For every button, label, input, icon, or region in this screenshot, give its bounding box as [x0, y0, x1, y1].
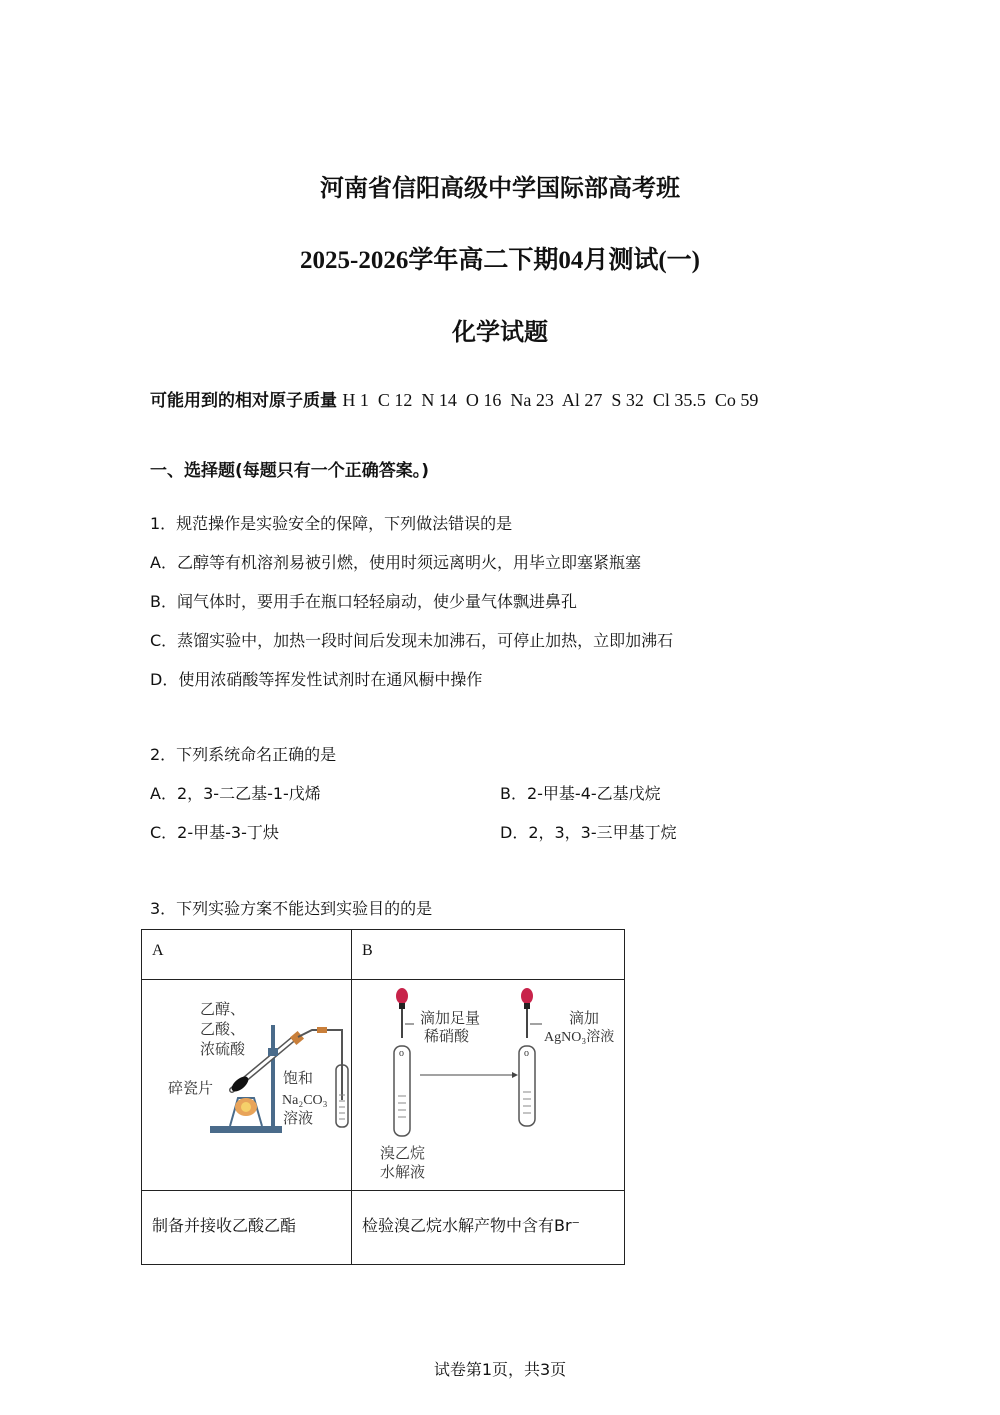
fig-a-label-chips: 碎瓷片: [168, 1081, 214, 1097]
q3-experiment-table: [141, 929, 625, 1265]
fig-a-label-ethanol: 乙醇、: [200, 1002, 246, 1018]
fig-a-label-sulfuric: 浓硫酸: [200, 1042, 246, 1058]
section-heading: 一、选择题(每题只有一个正确答案。): [150, 461, 430, 481]
fig-b-label-agno3: AgNO₃溶液: [544, 1030, 615, 1045]
q1-option-a: A．乙醇等有机溶剂易被引燃，使用时须远离明火，用毕立即塞紧瓶塞: [150, 553, 641, 572]
fig-a-label-sat: 饱和: [283, 1071, 314, 1087]
fig-b-label-bromoethane: 溴乙烷: [380, 1146, 426, 1162]
q2-stem: 2．下列系统命名正确的是: [150, 745, 337, 764]
q2-option-b: B．2-甲基-4-乙基戊烷: [500, 784, 661, 803]
q3-header-b: B: [352, 930, 625, 980]
exam-title-subject: 化学试题: [452, 318, 548, 346]
fig-a-label-na2co3: Na₂CO₃: [282, 1093, 328, 1108]
q3-caption-b: 检验溴乙烷水解产物中含有Br⁻: [352, 1191, 625, 1265]
fig-a-label-acetic: 乙酸、: [200, 1022, 246, 1038]
q3-stem: 3．下列实验方案不能达到实验目的的是: [150, 899, 433, 918]
q3-figure-a-cell: [142, 980, 352, 1191]
svg-text:o: o: [524, 1048, 529, 1059]
atomic-mass-values: H 1 C 12 N 14 O 16 Na 23 Al 27 S 32 Cl 35.5 Co 59: [342, 390, 759, 410]
exam-title-term: 2025-2026学年高二下期04月测试(一): [300, 247, 700, 274]
stand-base: [210, 1126, 282, 1133]
q1-option-b: B．闻气体时，要用手在瓶口轻轻扇动，使少量气体飘进鼻孔: [150, 592, 577, 611]
page-footer: 试卷第1页，共3页: [433, 1360, 567, 1379]
q2-option-d: D．2，3，3-三甲基丁烷: [500, 823, 677, 842]
stand-rod: [271, 1025, 275, 1127]
atomic-mass-line: [150, 386, 758, 411]
svg-text:o: o: [399, 1048, 404, 1059]
q3-figure-b-cell: [352, 980, 625, 1191]
bromide-test-figure: [352, 980, 624, 1186]
q1-stem: 1．规范操作是实验安全的保障，下列做法错误的是: [150, 514, 513, 533]
q1-option-d: D．使用浓硝酸等挥发性试剂时在通风橱中操作: [150, 670, 483, 689]
atomic-mass-label: 可能用到的相对原子质量: [150, 391, 337, 411]
fig-b-label-add: 滴加: [569, 1011, 600, 1027]
fig-b-label-add-acid: 滴加足量: [420, 1011, 481, 1027]
fig-b-label-nitric: 稀硝酸: [424, 1029, 470, 1045]
ester-apparatus-figure: [142, 980, 351, 1186]
dropper-bulb-icon: [521, 988, 533, 1004]
fig-b-label-hydrolysate: 水解液: [380, 1165, 426, 1181]
q1-option-c: C．蒸馏实验中，加热一段时间后发现未加沸石，可停止加热，立即加沸石: [150, 631, 674, 650]
q2-option-c: C．2-甲基-3-丁炔: [150, 823, 279, 842]
q3-caption-a: 制备并接收乙酸乙酯: [142, 1191, 352, 1265]
test-tube-1: [394, 1046, 410, 1136]
fig-a-label-solution: 溶液: [283, 1111, 314, 1127]
dropper-bulb-icon: [396, 988, 408, 1004]
q3-header-a: A: [142, 930, 352, 980]
exam-title-school: 河南省信阳高级中学国际部高考班: [320, 174, 680, 202]
q2-option-a: A．2，3-二乙基-1-戊烯: [150, 784, 321, 803]
